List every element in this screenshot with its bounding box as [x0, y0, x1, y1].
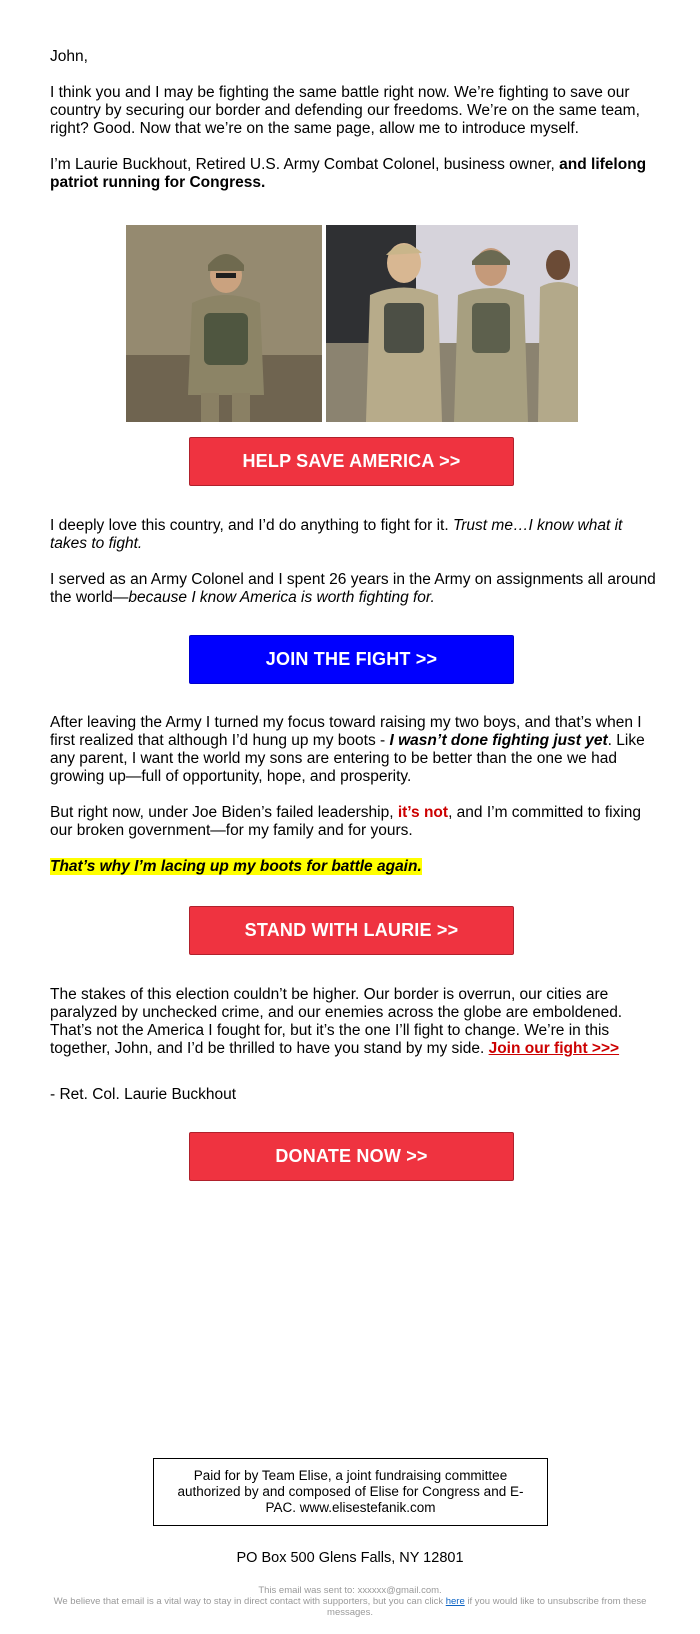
donate-now-button[interactable]: DONATE NOW >>	[189, 1132, 514, 1181]
unsubscribe-link[interactable]: here	[445, 1596, 465, 1607]
biden-text-1: But right now, under Joe Biden’s failed leadership,	[50, 804, 398, 821]
intro-paragraph: I think you and I may be fighting the same battle right now. We’re fighting to save our country by securing our border and defending our freedoms. We’re on the same team, right? Good. Now that we’re on the same page, allow me to introduce myself.	[50, 84, 640, 137]
photo-row	[126, 225, 578, 422]
unsubscribe-after: if you would like to unsubscribe from these messages.	[327, 1596, 647, 1618]
biden-red-text: it’s not	[397, 804, 449, 821]
fine-print	[45, 1585, 655, 1618]
unsubscribe-before: We believe that email is a vital way to stay in direct contact with supporters, but you can click	[53, 1596, 446, 1607]
army-service-paragraph	[50, 571, 660, 607]
family-bold-italic: I wasn’t done fighting just yet	[389, 732, 608, 749]
stand-with-laurie-button[interactable]: STAND WITH LAURIE >>	[189, 906, 514, 955]
love-country-text: I deeply love this country, and I’d do anything to fight for it.	[50, 517, 453, 534]
soldier-portrait-photo	[126, 225, 322, 422]
biden-text-2: , and I’m committed to fixing our broken government—for my family and for yours.	[50, 804, 642, 839]
love-country-italic: Trust me…I know what it takes to fight.	[50, 517, 623, 552]
sent-to-text: This email was sent to: xxxxxx@gmail.com.	[258, 1585, 442, 1596]
help-save-america-button[interactable]: HELP SAVE AMERICA >>	[189, 437, 514, 486]
email-content-4	[50, 986, 660, 1122]
stakes-text: The stakes of this election couldn’t be higher. Our border is overrun, our cities are paralyzed by unchecked crime, and our enemies across the globe are emboldened. That’s not the America I fought for, but it’s the one I’ll fight to change. We’re in this together, John, and I’d be thrilled to have you stand by my side.	[50, 986, 623, 1057]
email-content-2	[50, 517, 660, 625]
signoff: - Ret. Col. Laurie Buckhout	[50, 1086, 237, 1103]
email-content	[50, 48, 660, 210]
soldiers-handshake-photo	[326, 225, 578, 422]
intro-bold-text: and lifelong patriot running for Congress.	[50, 156, 647, 191]
intro-text: I’m Laurie Buckhout, Retired U.S. Army Combat Colonel, business owner,	[50, 156, 560, 173]
mailing-address: PO Box 500 Glens Falls, NY 12801	[236, 1550, 464, 1566]
unsubscribe-text	[45, 1596, 655, 1618]
greeting: John,	[50, 48, 88, 65]
introduction-paragraph	[50, 156, 660, 192]
highlight-paragraph	[50, 858, 660, 876]
stakes-paragraph	[50, 986, 660, 1058]
join-our-fight-link[interactable]: Join our fight >>>	[488, 1040, 620, 1057]
biden-paragraph	[50, 804, 660, 840]
family-text-1: After leaving the Army I turned my focus toward raising my two boys, and that’s when I first realized that although I’d hung up my boots -	[50, 714, 642, 749]
family-text-2: . Like any parent, I want the world my sons are entering to be better than the one we had growing up—full of opportunity, hope, and prosperity.	[50, 732, 645, 785]
email-content-3	[50, 714, 660, 894]
army-service-text: I served as an Army Colonel and I spent 26 years in the Army on assignments all around the world—	[50, 571, 656, 606]
join-the-fight-button[interactable]: JOIN THE FIGHT >>	[189, 635, 514, 684]
family-paragraph	[50, 714, 660, 786]
paid-for-disclaimer: Paid for by Team Elise, a joint fundraising committee authorized by and composed of Elise for Congress and E-PAC. www.elisestefanik.com	[153, 1458, 548, 1526]
army-service-italic: because I know America is worth fighting for.	[128, 589, 435, 606]
love-country-paragraph	[50, 517, 660, 553]
highlight-text: That’s why I’m lacing up my boots for battle again.	[50, 858, 422, 875]
